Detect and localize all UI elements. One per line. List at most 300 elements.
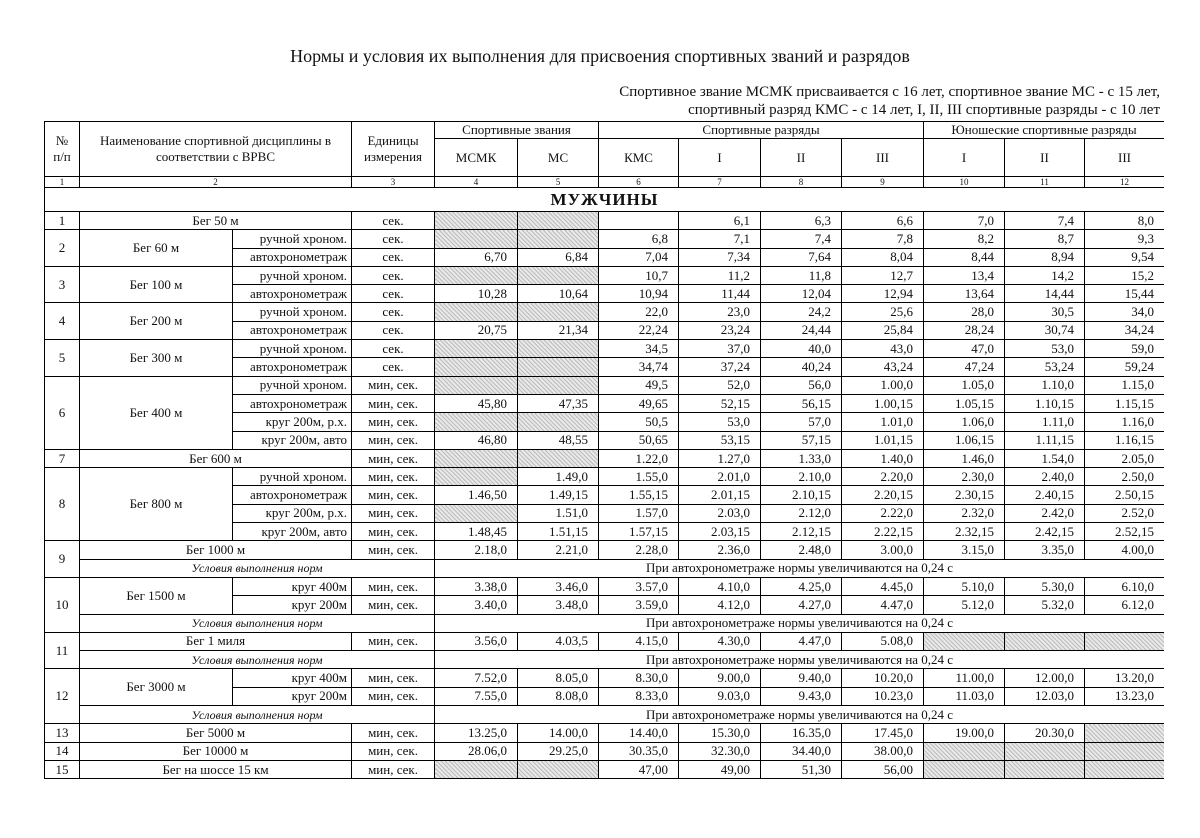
age-note-line-2: спортивный разряд КМС - с 14 лет, I, II, III спортивные разряды - с 10 лет — [688, 102, 1160, 118]
row-number: 11 — [45, 632, 80, 669]
norm-value: 10,94 — [599, 285, 679, 303]
shaded-cell — [1085, 724, 1164, 742]
table-row — [45, 376, 1165, 394]
norm-value: 34,24 — [1085, 321, 1164, 339]
norm-value: 56,0 — [761, 376, 842, 394]
norm-value: 2.40,15 — [1005, 486, 1085, 504]
norm-value: 9,54 — [1085, 248, 1164, 266]
norm-value: 2.32,15 — [924, 523, 1005, 541]
norm-value: 2.12,0 — [761, 504, 842, 522]
norm-value: 4.15,0 — [599, 632, 679, 650]
norm-value: 15.30,0 — [679, 724, 761, 742]
norm-value: 20,75 — [435, 321, 518, 339]
norm-value: 1.01,0 — [842, 413, 924, 431]
discipline-variant: круг 200м, авто — [233, 431, 352, 449]
header-colnum: 2 — [80, 177, 352, 188]
norm-value: 4.27,0 — [761, 596, 842, 614]
norm-value: 1.06,0 — [924, 413, 1005, 431]
norm-value: 14.00,0 — [518, 724, 599, 742]
norm-value: 11,2 — [679, 266, 761, 284]
discipline-variant: ручной хроном. — [233, 303, 352, 321]
header-colnum: 11 — [1005, 177, 1085, 188]
norm-value: 15,2 — [1085, 266, 1164, 284]
norm-value: 10,64 — [518, 285, 599, 303]
unit-cell: мин, сек. — [352, 431, 435, 449]
norm-value: 1.55,0 — [599, 468, 679, 486]
norm-value: 1.01,15 — [842, 431, 924, 449]
shaded-cell — [435, 266, 518, 284]
norm-value: 25,84 — [842, 321, 924, 339]
norm-value: 10,28 — [435, 285, 518, 303]
shaded-cell — [518, 376, 599, 394]
conditions-text: При автохронометраже нормы увеличиваются на 0,24 с — [435, 614, 1164, 632]
norm-value: 2.30,0 — [924, 468, 1005, 486]
norm-value: 2.22,0 — [842, 504, 924, 522]
unit-cell: мин, сек. — [352, 687, 435, 705]
header-colnum: 7 — [679, 177, 761, 188]
discipline-variant: круг 200м, р.х. — [233, 504, 352, 522]
norm-value: 34.40,0 — [761, 742, 842, 760]
unit-cell: мин, сек. — [352, 724, 435, 742]
unit-cell: мин, сек. — [352, 523, 435, 541]
norm-value: 6,84 — [518, 248, 599, 266]
norm-value: 10,7 — [599, 266, 679, 284]
norm-value: 49,5 — [599, 376, 679, 394]
norm-value: 3.46,0 — [518, 577, 599, 595]
norm-value: 7,4 — [761, 230, 842, 248]
norm-value: 14.40,0 — [599, 724, 679, 742]
row-number: 14 — [45, 742, 80, 760]
shaded-cell — [518, 230, 599, 248]
shaded-cell — [518, 413, 599, 431]
norm-value: 7,8 — [842, 230, 924, 248]
norm-value: 11.00,0 — [924, 669, 1005, 687]
discipline-name: Бег 300 м — [80, 340, 233, 377]
norm-value: 11.03,0 — [924, 687, 1005, 705]
table-row — [45, 541, 1165, 559]
row-number: 3 — [45, 266, 80, 303]
norm-value: 2.32,0 — [924, 504, 1005, 522]
unit-cell: сек. — [352, 321, 435, 339]
shaded-cell — [924, 760, 1005, 778]
header-num: № п/п — [45, 122, 80, 177]
norms-table-body — [45, 122, 1165, 779]
shaded-cell — [1005, 760, 1085, 778]
shaded-cell — [924, 632, 1005, 650]
unit-cell: мин, сек. — [352, 669, 435, 687]
unit-cell: мин, сек. — [352, 742, 435, 760]
norm-value: 1.57,15 — [599, 523, 679, 541]
norm-value: 14,2 — [1005, 266, 1085, 284]
norm-value: 4.47,0 — [761, 632, 842, 650]
norm-value: 5.32,0 — [1005, 596, 1085, 614]
discipline-variant: круг 200м, р.х. — [233, 413, 352, 431]
norm-value: 5.10,0 — [924, 577, 1005, 595]
norm-value: 7,34 — [679, 248, 761, 266]
header-colnum: 1 — [45, 177, 80, 188]
norm-value: 30.35,0 — [599, 742, 679, 760]
norm-value: 2.50,15 — [1085, 486, 1164, 504]
norm-value: 3.00,0 — [842, 541, 924, 559]
norm-value: 59,0 — [1085, 340, 1164, 358]
unit-cell: сек. — [352, 266, 435, 284]
shaded-cell — [1085, 632, 1164, 650]
discipline-variant: автохронометраж — [233, 486, 352, 504]
norm-value: 2.40,0 — [1005, 468, 1085, 486]
norm-value: 15,44 — [1085, 285, 1164, 303]
norm-value: 2.30,15 — [924, 486, 1005, 504]
discipline-name: Бег 800 м — [80, 468, 233, 541]
norm-value: 22,0 — [599, 303, 679, 321]
norm-value: 50,65 — [599, 431, 679, 449]
page-title: Нормы и условия их выполнения для присвоения спортивных званий и разрядов — [290, 46, 910, 66]
norm-value: 49,65 — [599, 394, 679, 412]
shaded-cell — [518, 303, 599, 321]
norm-value: 4.00,0 — [1085, 541, 1164, 559]
norm-value: 11,44 — [679, 285, 761, 303]
norm-value: 7,04 — [599, 248, 679, 266]
norm-value: 2.05,0 — [1085, 449, 1164, 467]
norm-value: 2.48,0 — [761, 541, 842, 559]
norm-value: 7,0 — [924, 212, 1005, 230]
norm-value: 45,80 — [435, 394, 518, 412]
norm-value: 13,64 — [924, 285, 1005, 303]
discipline-name: Бег 1500 м — [80, 577, 233, 614]
norm-value: 1.16,0 — [1085, 413, 1164, 431]
norm-value: 1.05,0 — [924, 376, 1005, 394]
unit-cell: сек. — [352, 358, 435, 376]
unit-cell: мин, сек. — [352, 394, 435, 412]
norm-value: 1.11,0 — [1005, 413, 1085, 431]
discipline-name: Бег 1 миля — [80, 632, 352, 650]
norm-value: 37,24 — [679, 358, 761, 376]
header-colnum: 12 — [1085, 177, 1164, 188]
norm-value: 34,0 — [1085, 303, 1164, 321]
norm-value: 22,24 — [599, 321, 679, 339]
discipline-name: Бег 10000 м — [80, 742, 352, 760]
norm-value: 40,24 — [761, 358, 842, 376]
norm-value: 57,15 — [761, 431, 842, 449]
norm-value: 2.22,15 — [842, 523, 924, 541]
conditions-row — [45, 614, 1165, 632]
unit-cell: сек. — [352, 285, 435, 303]
norm-value: 8,44 — [924, 248, 1005, 266]
row-number: 13 — [45, 724, 80, 742]
discipline-variant: автохронометраж — [233, 285, 352, 303]
norm-value: 2.28,0 — [599, 541, 679, 559]
norm-value: 12,94 — [842, 285, 924, 303]
norm-value: 9.40,0 — [761, 669, 842, 687]
norm-value: 12,7 — [842, 266, 924, 284]
norm-value: 13.20,0 — [1085, 669, 1164, 687]
norm-value: 3.48,0 — [518, 596, 599, 614]
norm-value: 53,0 — [679, 413, 761, 431]
discipline-name: Бег 200 м — [80, 303, 233, 340]
norm-value: 17.45,0 — [842, 724, 924, 742]
norm-value: 4.30,0 — [679, 632, 761, 650]
norm-value: 5.12,0 — [924, 596, 1005, 614]
norms-table-container — [44, 121, 1164, 799]
norm-value: 1.33,0 — [761, 449, 842, 467]
norm-value: 2.52,15 — [1085, 523, 1164, 541]
norm-value: 47,35 — [518, 394, 599, 412]
norm-value: 50,5 — [599, 413, 679, 431]
discipline-variant: автохронометраж — [233, 321, 352, 339]
header-colnum: 3 — [352, 177, 435, 188]
norm-value: 46,80 — [435, 431, 518, 449]
norm-value: 2.01,15 — [679, 486, 761, 504]
conditions-label: Условия выполнения норм — [80, 706, 435, 724]
norm-value: 7,1 — [679, 230, 761, 248]
norm-value: 6,8 — [599, 230, 679, 248]
discipline-variant: ручной хроном. — [233, 340, 352, 358]
conditions-label: Условия выполнения норм — [80, 614, 435, 632]
shaded-cell — [924, 742, 1005, 760]
norm-value: 34,5 — [599, 340, 679, 358]
norm-value: 1.05,15 — [924, 394, 1005, 412]
norm-value: 2.10,0 — [761, 468, 842, 486]
norm-value: 8.33,0 — [599, 687, 679, 705]
norm-value: 3.57,0 — [599, 577, 679, 595]
header-group-ranks: Спортивные разряды — [599, 122, 924, 139]
unit-cell: мин, сек. — [352, 541, 435, 559]
norm-value: 49,00 — [679, 760, 761, 778]
norm-value: 1.55,15 — [599, 486, 679, 504]
shaded-cell — [435, 413, 518, 431]
header-col-rank-3: III — [842, 139, 924, 177]
discipline-variant: ручной хроном. — [233, 468, 352, 486]
norm-value: 1.46,0 — [924, 449, 1005, 467]
norm-value: 20.30,0 — [1005, 724, 1085, 742]
norm-value: 47,00 — [599, 760, 679, 778]
unit-cell: мин, сек. — [352, 577, 435, 595]
norm-value: 51,30 — [761, 760, 842, 778]
norm-value: 8,04 — [842, 248, 924, 266]
header-col-youth-2: II — [1005, 139, 1085, 177]
norm-value: 1.46,50 — [435, 486, 518, 504]
shaded-cell — [435, 468, 518, 486]
norm-value: 32.30,0 — [679, 742, 761, 760]
norm-value: 14,44 — [1005, 285, 1085, 303]
discipline-name: Бег 3000 м — [80, 669, 233, 706]
norm-value: 12.00,0 — [1005, 669, 1085, 687]
norm-value: 13.25,0 — [435, 724, 518, 742]
row-number: 6 — [45, 376, 80, 449]
norm-value: 7.55,0 — [435, 687, 518, 705]
discipline-variant: круг 400м — [233, 669, 352, 687]
unit-cell: мин, сек. — [352, 376, 435, 394]
shaded-cell — [1085, 742, 1164, 760]
norm-value: 3.15,0 — [924, 541, 1005, 559]
norm-value: 3.35,0 — [1005, 541, 1085, 559]
discipline-variant: круг 200м, авто — [233, 523, 352, 541]
norm-value: 2.20,15 — [842, 486, 924, 504]
shaded-cell — [1005, 632, 1085, 650]
norm-value: 23,24 — [679, 321, 761, 339]
age-note-line-1: Спортивное звание МСМК присваивается с 16 лет, спортивное звание МС - с 15 лет, — [619, 84, 1160, 100]
table-row — [45, 760, 1165, 778]
norm-value: 53,0 — [1005, 340, 1085, 358]
norm-value: 1.22,0 — [599, 449, 679, 467]
norm-value: 9.43,0 — [761, 687, 842, 705]
norm-value: 2.18,0 — [435, 541, 518, 559]
norm-value: 38.00,0 — [842, 742, 924, 760]
norm-value: 1.48,45 — [435, 523, 518, 541]
norm-value: 1.51,0 — [518, 504, 599, 522]
norm-value: 12,04 — [761, 285, 842, 303]
header-colnum: 10 — [924, 177, 1005, 188]
conditions-text: При автохронометраже нормы увеличиваются на 0,24 с — [435, 706, 1164, 724]
norm-value: 43,24 — [842, 358, 924, 376]
shaded-cell — [435, 230, 518, 248]
norm-value: 52,0 — [679, 376, 761, 394]
norm-value: 8,94 — [1005, 248, 1085, 266]
norm-value: 56,15 — [761, 394, 842, 412]
shaded-cell — [435, 303, 518, 321]
header-colnum: 9 — [842, 177, 924, 188]
norm-value: 24,2 — [761, 303, 842, 321]
header-col-youth-3: III — [1085, 139, 1164, 177]
discipline-variant: автохронометраж — [233, 358, 352, 376]
discipline-variant: круг 400м — [233, 577, 352, 595]
norm-value: 8.30,0 — [599, 669, 679, 687]
norm-value: 25,6 — [842, 303, 924, 321]
norm-value: 8,7 — [1005, 230, 1085, 248]
norm-value: 1.57,0 — [599, 504, 679, 522]
norm-value: 2.20,0 — [842, 468, 924, 486]
norm-value: 2.03,0 — [679, 504, 761, 522]
norm-value: 8,2 — [924, 230, 1005, 248]
norm-value: 7,4 — [1005, 212, 1085, 230]
discipline-variant: автохронометраж — [233, 248, 352, 266]
shaded-cell — [435, 376, 518, 394]
norm-value: 48,55 — [518, 431, 599, 449]
norm-value: 28,0 — [924, 303, 1005, 321]
norm-value: 2.50,0 — [1085, 468, 1164, 486]
norm-value: 4.03,5 — [518, 632, 599, 650]
shaded-cell — [435, 212, 518, 230]
norm-value: 2.03,15 — [679, 523, 761, 541]
norm-value: 10.20,0 — [842, 669, 924, 687]
discipline-name: Бег 1000 м — [80, 541, 352, 559]
discipline-name: Бег 50 м — [80, 212, 352, 230]
norm-value: 2.01,0 — [679, 468, 761, 486]
norm-value: 4.45,0 — [842, 577, 924, 595]
norm-value: 1.10,0 — [1005, 376, 1085, 394]
table-row — [45, 449, 1165, 467]
norm-value: 6,1 — [679, 212, 761, 230]
discipline-variant: круг 200м — [233, 596, 352, 614]
norm-value: 7.52,0 — [435, 669, 518, 687]
row-number: 12 — [45, 669, 80, 724]
discipline-variant: ручной хроном. — [233, 376, 352, 394]
norm-value: 52,15 — [679, 394, 761, 412]
header-colnum: 6 — [599, 177, 679, 188]
table-row — [45, 724, 1165, 742]
norms-table — [44, 121, 1164, 779]
unit-cell: сек. — [352, 212, 435, 230]
norm-value: 2.42,15 — [1005, 523, 1085, 541]
norm-value: 11,8 — [761, 266, 842, 284]
shaded-cell — [435, 760, 518, 778]
header-group-titles: Спортивные звания — [435, 122, 599, 139]
norm-value: 21,34 — [518, 321, 599, 339]
header-colnum: 5 — [518, 177, 599, 188]
norm-value: 4.25,0 — [761, 577, 842, 595]
norm-value: 2.36,0 — [679, 541, 761, 559]
unit-cell: мин, сек. — [352, 504, 435, 522]
norm-value: 1.10,15 — [1005, 394, 1085, 412]
shaded-cell — [435, 340, 518, 358]
norm-value: 9.00,0 — [679, 669, 761, 687]
header-col-kms: КМС — [599, 139, 679, 177]
norm-value: 2.21,0 — [518, 541, 599, 559]
header-colnum: 8 — [761, 177, 842, 188]
norm-value: 1.06,15 — [924, 431, 1005, 449]
header-col-rank-1: I — [679, 139, 761, 177]
norm-value: 1.49,0 — [518, 468, 599, 486]
norm-value: 6.10,0 — [1085, 577, 1164, 595]
norm-value: 1.51,15 — [518, 523, 599, 541]
row-number: 9 — [45, 541, 80, 578]
row-number: 4 — [45, 303, 80, 340]
norm-value: 1.54,0 — [1005, 449, 1085, 467]
header-group-youth: Юношеские спортивные разряды — [924, 122, 1164, 139]
table-row — [45, 742, 1165, 760]
norm-value: 29.25,0 — [518, 742, 599, 760]
shaded-cell — [435, 358, 518, 376]
norm-value: 30,5 — [1005, 303, 1085, 321]
norm-value: 2.42,0 — [1005, 504, 1085, 522]
unit-cell: сек. — [352, 340, 435, 358]
norm-value: 1.11,15 — [1005, 431, 1085, 449]
unit-cell: мин, сек. — [352, 449, 435, 467]
unit-cell: сек. — [352, 230, 435, 248]
shaded-cell — [518, 358, 599, 376]
header-units: Единицы измерения — [352, 122, 435, 177]
norm-value: 59,24 — [1085, 358, 1164, 376]
shaded-cell — [518, 212, 599, 230]
table-row — [45, 230, 1165, 248]
norm-value: 9,3 — [1085, 230, 1164, 248]
unit-cell: сек. — [352, 303, 435, 321]
row-number: 5 — [45, 340, 80, 377]
norm-value: 8.05,0 — [518, 669, 599, 687]
norm-value: 8,0 — [1085, 212, 1164, 230]
shaded-cell — [435, 504, 518, 522]
table-row — [45, 266, 1165, 284]
shaded-cell — [518, 340, 599, 358]
conditions-label: Условия выполнения норм — [80, 559, 435, 577]
header-colnum: 4 — [435, 177, 518, 188]
norm-value: 28,24 — [924, 321, 1005, 339]
norm-value: 12.03,0 — [1005, 687, 1085, 705]
norm-value: 10.23,0 — [842, 687, 924, 705]
conditions-row — [45, 559, 1165, 577]
norm-value: 16.35,0 — [761, 724, 842, 742]
row-number: 15 — [45, 760, 80, 778]
norm-value: 1.16,15 — [1085, 431, 1164, 449]
unit-cell: мин, сек. — [352, 468, 435, 486]
shaded-cell — [518, 760, 599, 778]
table-row — [45, 340, 1165, 358]
table-row — [45, 303, 1165, 321]
norm-value: 1.00,15 — [842, 394, 924, 412]
table-row — [45, 468, 1165, 486]
discipline-variant: автохронометраж — [233, 394, 352, 412]
shaded-cell — [518, 449, 599, 467]
conditions-row — [45, 706, 1165, 724]
